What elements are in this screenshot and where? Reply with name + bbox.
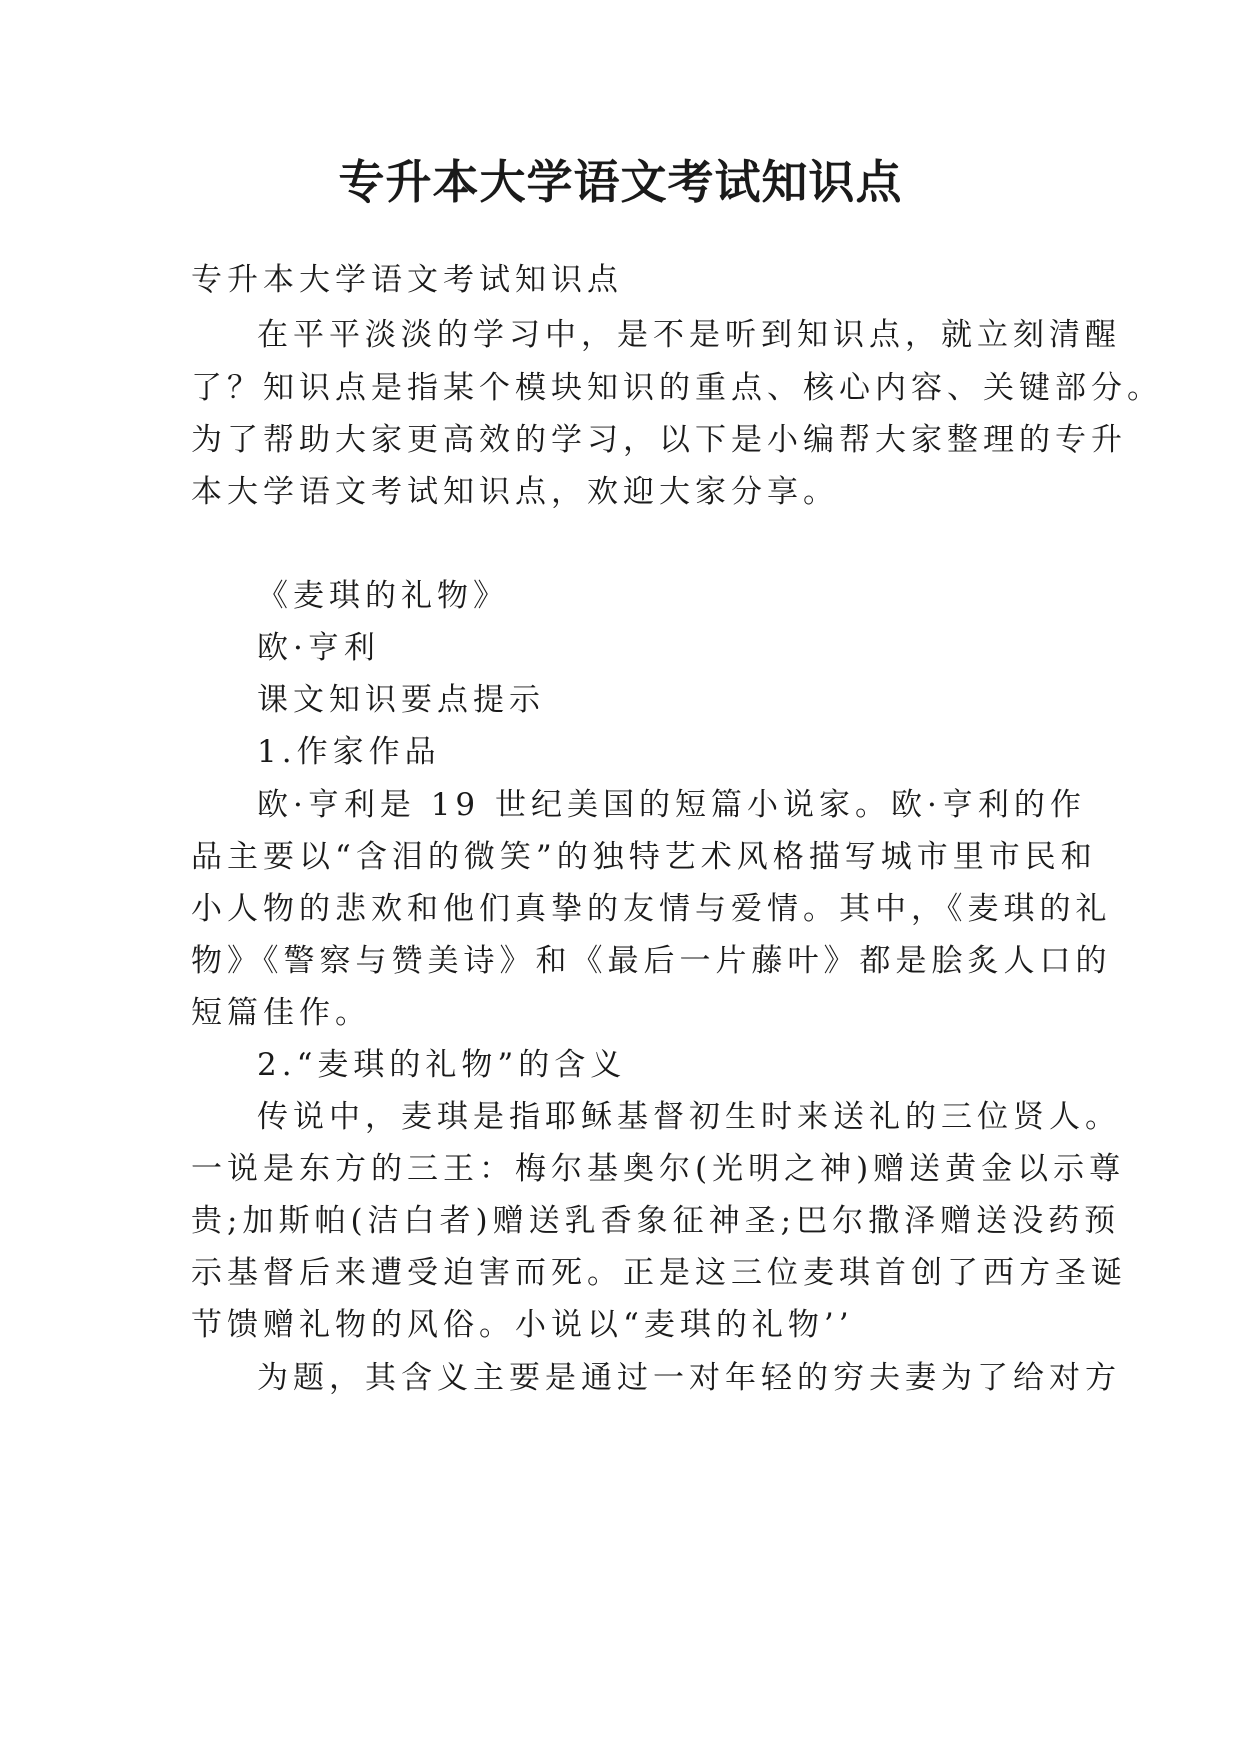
body-line: 贵;加斯帕(洁白者)赠送乳香象征神圣;巴尔撒泽赠送没药预: [191, 1203, 1121, 1239]
document-title: 专升本大学语文考试知识点: [338, 155, 903, 209]
body-line: 为题，其含义主要是通过一对年轻的穷夫妻为了给对方: [257, 1360, 1121, 1396]
intro-line: 本大学语文考试知识点，欢迎大家分享。: [191, 474, 839, 510]
body-line: 物》《警察与赞美诗》和《最后一片藤叶》都是脍炙人口的: [191, 943, 1112, 979]
body-line: 传说中，麦琪是指耶稣基督初生时来送礼的三位贤人。: [257, 1099, 1121, 1135]
intro-line: 了？知识点是指某个模块知识的重点、核心内容、关键部分。: [191, 370, 1163, 406]
intro-line: 在平平淡淡的学习中，是不是听到知识点，就立刻清醒: [257, 317, 1121, 353]
body-line: 一说是东方的三王：梅尔基奥尔(光明之神)赠送黄金以示尊: [191, 1151, 1126, 1187]
subsection-heading: 1.作家作品: [257, 734, 441, 770]
section-heading-title: 《麦琪的礼物》: [257, 578, 509, 614]
section-heading-author: 欧·亨利: [257, 630, 380, 666]
body-line: 欧·亨利是 19 世纪美国的短篇小说家。欧·亨利的作: [257, 787, 1086, 823]
body-line: 短篇佳作。: [191, 995, 371, 1031]
section-heading-tips: 课文知识要点提示: [257, 682, 545, 718]
body-line: 示基督后来遭受迫害而死。正是这三位麦琪首创了西方圣诞: [191, 1255, 1127, 1291]
subtitle-line: 专升本大学语文考试知识点: [191, 262, 623, 298]
intro-line: 为了帮助大家更高效的学习，以下是小编帮大家整理的专升: [191, 422, 1127, 458]
body-line: 品主要以“含泪的微笑”的独特艺术风格描写城市里市民和: [191, 839, 1097, 875]
body-line: 节馈赠礼物的风俗。小说以“麦琪的礼物’’: [191, 1307, 854, 1343]
body-line: 小人物的悲欢和他们真挚的友情与爱情。其中，《麦琪的礼: [191, 891, 1112, 927]
subsection-heading: 2.“麦琪的礼物”的含义: [257, 1047, 627, 1083]
